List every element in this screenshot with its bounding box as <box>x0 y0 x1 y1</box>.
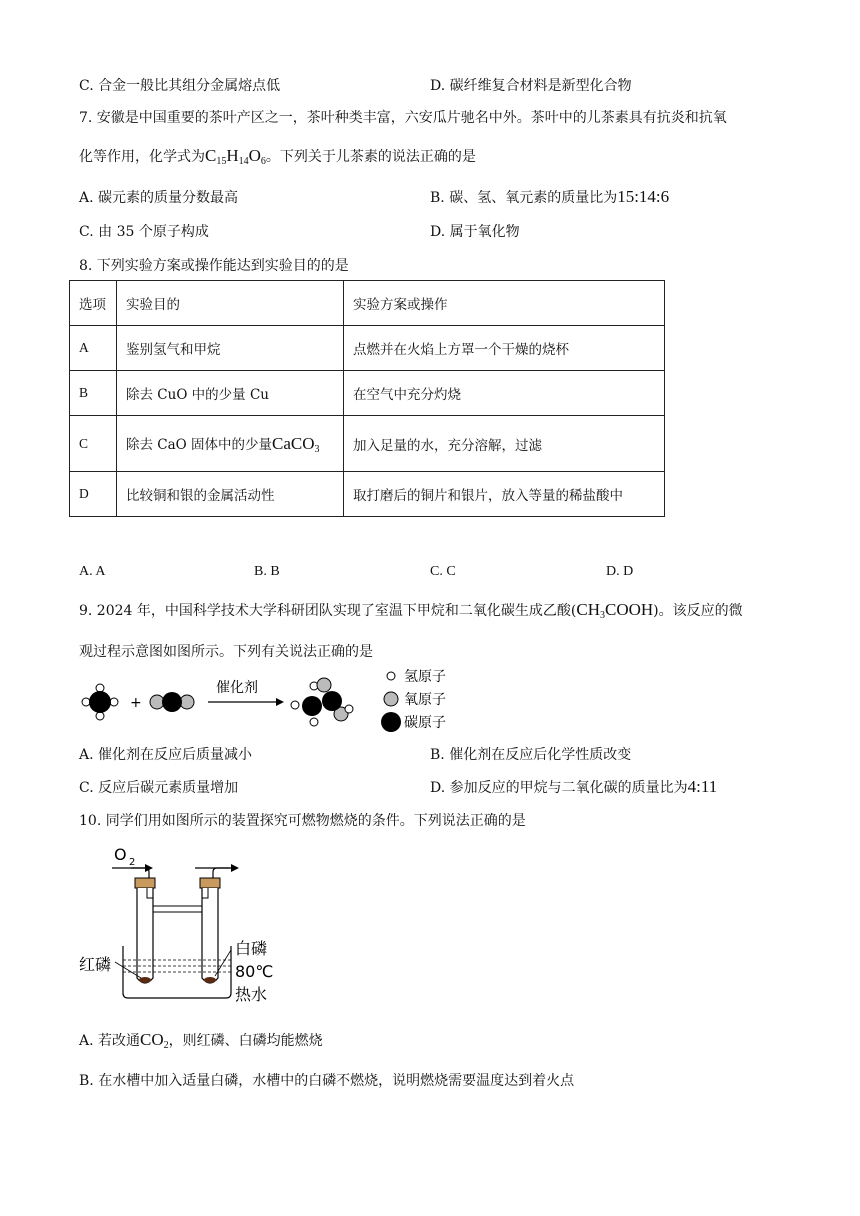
row-goal: 除去 CaO 固体中的少量CaCO$_3$ <box>117 416 344 472</box>
q10-option-a: A. 若改通$CO_2$，则红磷、白磷均能燃烧 <box>79 1030 323 1051</box>
q7-stem-pre: 化等作用，化学式为 <box>79 149 205 165</box>
catechin-formula: $C_{15}H_{14}O_6$ <box>205 146 266 167</box>
white-phosphorus <box>204 977 216 983</box>
table-row <box>70 472 665 517</box>
table-row <box>70 371 665 416</box>
co2-molecule <box>150 692 194 712</box>
q9-option-a: A. 催化剂在反应后质量减小 <box>79 747 253 763</box>
table-row <box>70 326 665 371</box>
q9-option-d: D. 参加反应的甲烷与二氧化碳的质量比为4:11 <box>430 777 718 796</box>
q8-option-a: A. A <box>79 564 106 579</box>
q7-option-c: C. 由 35 个原子构成 <box>79 224 209 240</box>
hot-water-label: 热水 <box>235 985 268 1004</box>
experiment-table <box>69 280 665 517</box>
caco3-formula: CaCO$_3$ <box>272 433 320 455</box>
row-plan: 在空气中充分灼烧 <box>344 371 665 416</box>
q6-option-d: D. 碳纤维复合材料是新型化合物 <box>430 78 632 94</box>
plus-sign: + <box>130 695 142 711</box>
q9-option-b: B. 催化剂在反应后化学性质改变 <box>430 747 632 763</box>
row-goal: 鉴别氢气和甲烷 <box>117 326 344 371</box>
q7-stem-line1: 7. 安徽是中国重要的茶叶产区之一，茶叶种类丰富，六安瓜片驰名中外。茶叶中的儿茶素具有抗炎和抗氧 <box>79 110 727 126</box>
q7-option-b: B. 碳、氢、氧元素的质量比为15:14:6 <box>430 187 670 206</box>
q8-stem: 8. 下列实验方案或操作能达到实验目的的是 <box>79 258 349 274</box>
q7-stem-post: 。下列关于儿茶素的说法正确的是 <box>265 149 476 165</box>
combustion-apparatus <box>75 838 285 1010</box>
header-plan: 实验方案或操作 <box>344 281 665 326</box>
row-option: C <box>70 416 117 472</box>
q8-option-b: B. B <box>254 564 280 579</box>
row-plan: 加入足量的水，充分溶解，过滤 <box>344 416 665 472</box>
oxygen-label: O <box>114 845 127 864</box>
q9-stem-line2: 观过程示意图如图所示。下列有关说法正确的是 <box>79 644 373 660</box>
mass-ratio: 15:14:6 <box>617 187 670 206</box>
oxygen-legend-icon <box>384 692 398 706</box>
svg-text:2: 2 <box>129 857 136 868</box>
white-phosphorus-label: 白磷 <box>235 939 268 958</box>
row-plan: 取打磨后的铜片和银片，放入等量的稀盐酸中 <box>344 472 665 517</box>
row-goal: 比较铜和银的金属活动性 <box>117 472 344 517</box>
q10-option-b: B. 在水槽中加入适量白磷，水槽中的白磷不燃烧，说明燃烧需要温度达到着火点 <box>79 1073 575 1089</box>
carbon-legend-label: 碳原子 <box>404 715 446 731</box>
q7-stem-line2 <box>79 146 476 167</box>
header-goal: 实验目的 <box>117 281 344 326</box>
arrow-head <box>276 698 284 706</box>
temperature-label: 80℃ <box>235 962 274 981</box>
acetic-acid-molecule <box>291 678 353 726</box>
row-option: B <box>70 371 117 416</box>
hydrogen-legend-icon <box>387 672 395 680</box>
q10-stem: 10. 同学们用如图所示的装置探究可燃物燃烧的条件。下列说法正确的是 <box>79 813 526 829</box>
table-row <box>70 416 665 472</box>
q9-stem-line1: 9. 2024 年，中国科学技术大学科研团队实现了室温下甲烷和二氧化碳生成乙酸$(CH_3COOH)$。该反应的微 <box>79 600 743 621</box>
methane-molecule <box>82 684 118 720</box>
oxygen-legend-label: 氧原子 <box>404 692 446 708</box>
row-plan: 点燃并在火焰上方罩一个干燥的烧杯 <box>344 326 665 371</box>
q6-option-c: C. 合金一般比其组分金属熔点低 <box>79 78 281 94</box>
row-option: D <box>70 472 117 517</box>
mass-ratio: 4:11 <box>687 777 718 796</box>
q7-option-d: D. 属于氧化物 <box>430 224 520 240</box>
hydrogen-legend-label: 氢原子 <box>404 669 446 685</box>
q8-option-c: C. C <box>430 564 456 579</box>
q7-option-a: A. 碳元素的质量分数最高 <box>79 190 239 206</box>
header-option: 选项 <box>70 281 117 326</box>
q8-option-d: D. D <box>606 564 634 579</box>
catalyst-label: 催化剂 <box>216 680 258 696</box>
red-phosphorus-label: 红磷 <box>79 955 112 974</box>
row-goal: 除去 CuO 中的少量 Cu <box>117 371 344 416</box>
acetic-acid-formula: $CH_3COOH$ <box>576 600 654 621</box>
co2-formula: $CO_2$ <box>140 1030 169 1051</box>
row-option: A <box>70 326 117 371</box>
carbon-legend-icon <box>381 712 401 732</box>
reaction-diagram <box>70 662 470 734</box>
q9-option-c: C. 反应后碳元素质量增加 <box>79 780 239 796</box>
table-header-row <box>70 281 665 326</box>
